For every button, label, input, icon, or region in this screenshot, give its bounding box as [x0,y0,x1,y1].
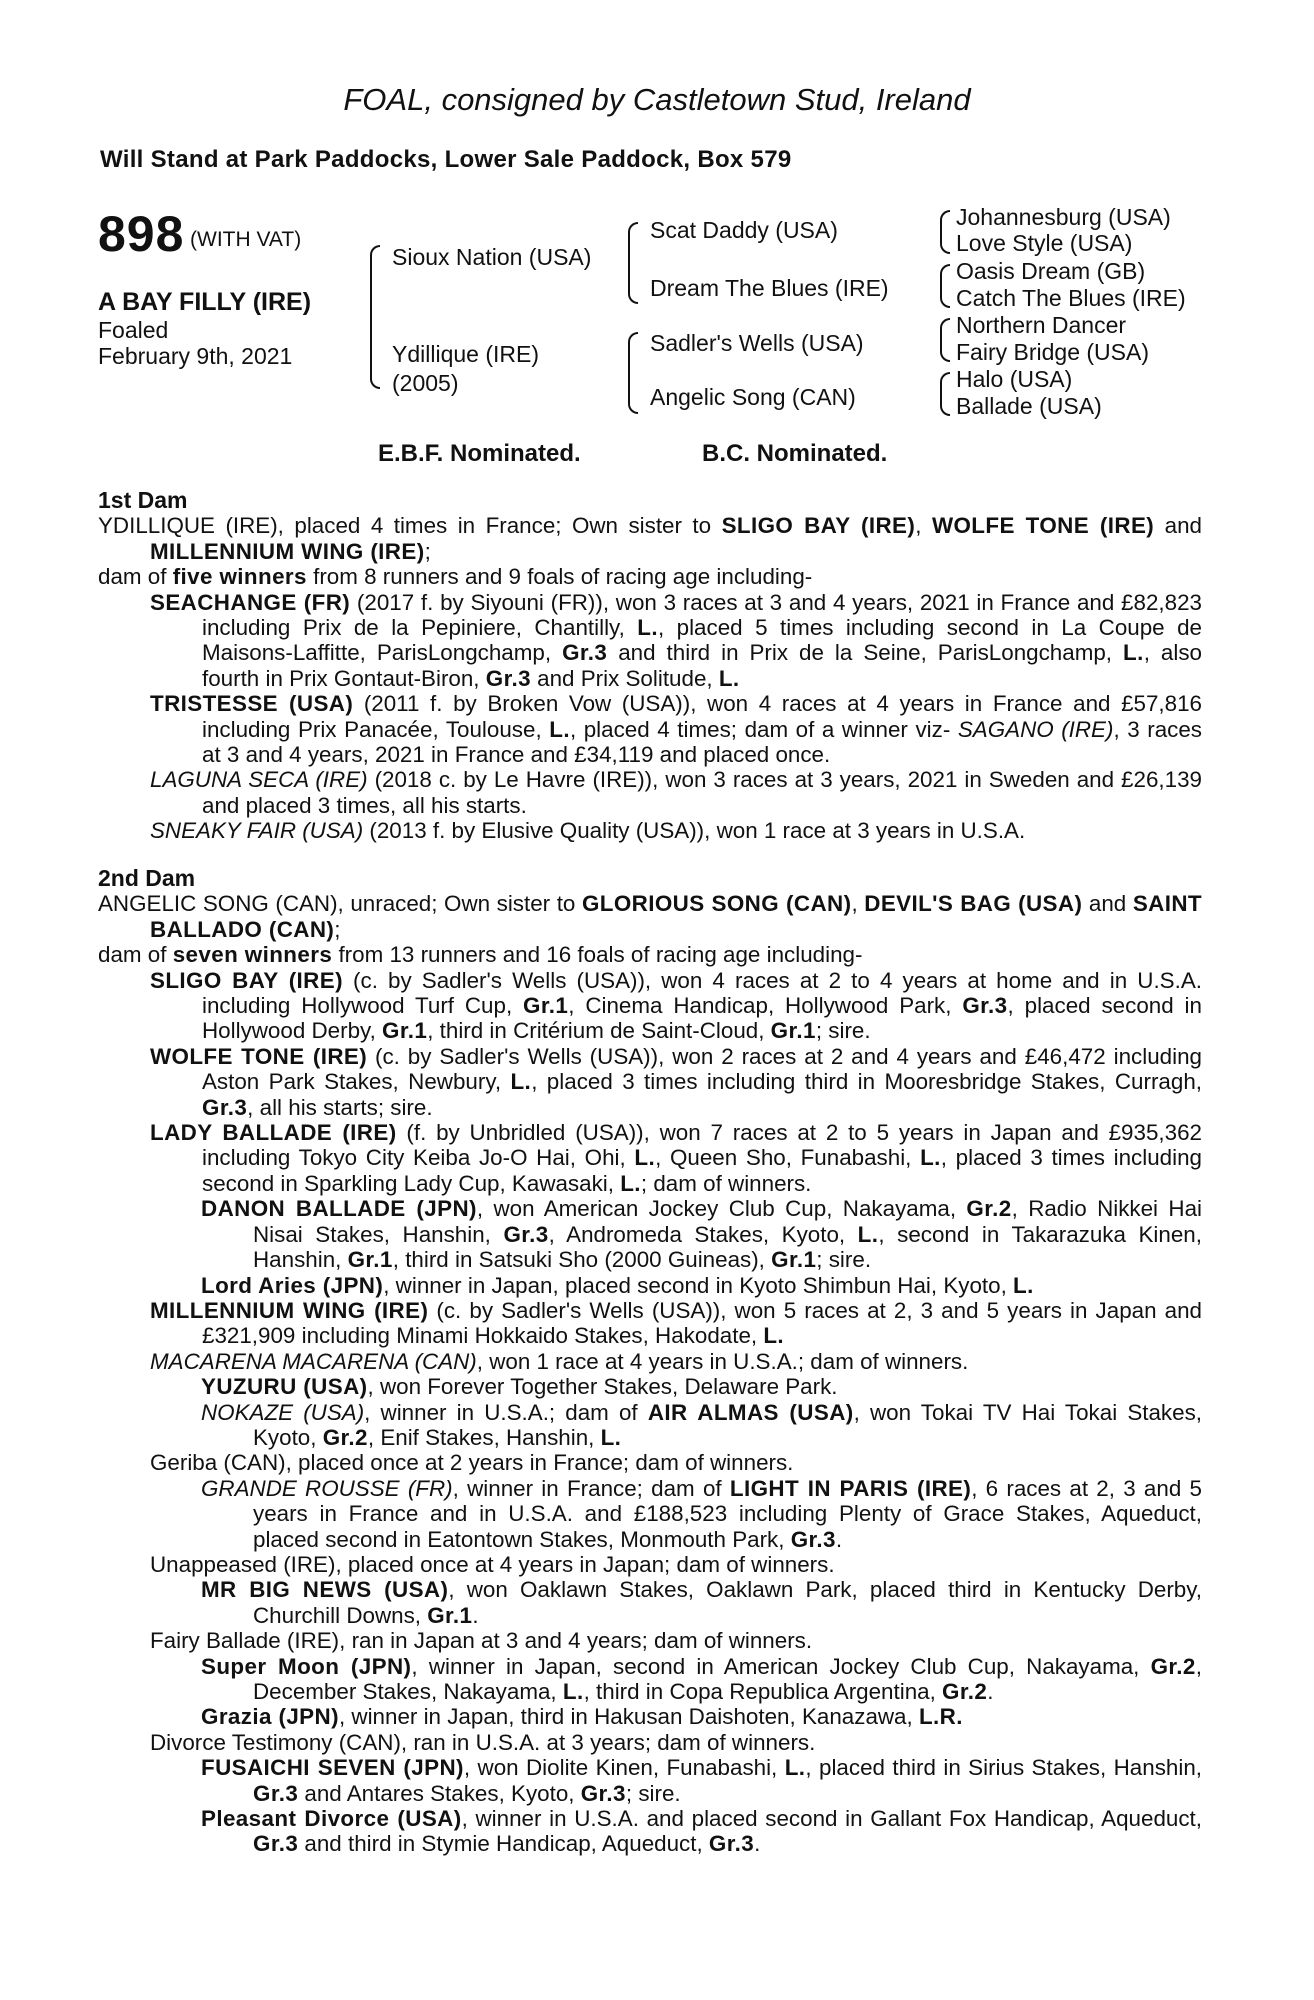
text-run: , winner in Japan, placed second in Kyoto Shimbun Hai, Kyoto, [383,1272,1014,1298]
italic-text: NOKAZE (USA) [201,1399,365,1425]
text-run: Fairy Ballade (IRE), ran in Japan at 3 and 4 years; dam of winners. [150,1628,813,1654]
grand-progeny-entry [98,1755,1202,1806]
text-run: (2013 f. by Elusive Quality (USA)), won 1 race at 3 years in U.S.A. [363,818,1026,844]
bold-text: DEVIL'S BAG (USA) [864,891,1083,917]
text-run: , all his starts; sire. [247,1094,433,1120]
text-run: (c. by Sadler's Wells (USA)), won 4 races at 2 to 4 years at home and in U.S.A. including Hollywood Turf Cup, [202,967,1202,1019]
grand-progeny-entry [98,1400,1202,1451]
grand-progeny-entry [98,1704,1202,1729]
text-run: and [1154,513,1202,539]
progeny-entry [98,1552,1202,1577]
text-run: , third in Copa Republica Argentina, [583,1679,943,1704]
text-run: , won Tokai TV Hai Tokai Stakes, Kyoto, [253,1399,1202,1450]
grand-progeny-entry [98,1806,1202,1857]
text-run: (2017 f. by Siyouni (FR)), won 3 races at 3 and 4 years, 2021 in France and £82,823 including Prix de la Pepiniere, Chantilly, [202,589,1202,641]
bold-text: FUSAICHI SEVEN (JPN) [201,1755,464,1781]
bold-text: Gr.1 [523,993,569,1019]
pedigree-gen3-2: Love Style (USA) [956,230,1133,256]
bold-text: Gr.3 [202,1094,248,1120]
grand-progeny-entry [98,1654,1202,1705]
pedigree-gen3-8: Ballade (USA) [956,393,1102,419]
grand-progeny-entry [98,1374,1202,1399]
text-run: YDILLIQUE (IRE), placed 4 times in France; Own sister to [98,513,722,539]
bold-text: GLORIOUS SONG (CAN) [581,891,852,917]
text-run: , won Diolite Kinen, Funabashi, [463,1755,785,1781]
first-dam-intro [98,513,1202,564]
pedigree-brace-2b [628,332,638,414]
first-dam-dam-of [98,564,1202,589]
text-run: , placed 5 times including second in La Coupe de Maisons-Laffitte, ParisLongchamp, [202,615,1202,666]
second-dam-dam-of [98,942,1202,967]
bold-text: L. [549,716,570,742]
vat-note: (WITH VAT) [190,228,302,251]
italic-text: LAGUNA SECA (IRE) [150,767,368,793]
progeny-entry [98,1298,1202,1349]
bold-text: L. [920,1145,941,1171]
text-run: . [987,1679,994,1704]
text-run: ; sire. [816,1247,872,1273]
first-dam-progeny-list [98,590,1202,844]
text-run: , second in Takarazuka Kinen, Hanshin, [253,1221,1202,1273]
progeny-entry [98,767,1202,818]
catalogue-title: FOAL, consigned by Castletown Stud, Ireland [343,82,971,117]
bold-text: DANON BALLADE (JPN) [201,1196,477,1222]
pedigree-sire-dam: Dream The Blues (IRE) [650,275,889,301]
progeny-entry [98,818,1202,843]
foaled-label: Foaled [98,317,169,343]
text-run: Unappeased (IRE), placed once at 4 years in Japan; dam of winners. [150,1551,835,1577]
pedigree-brace-3a [940,210,950,254]
text-run: , placed 3 times including third in Mooresbridge Stakes, Curragh, [531,1069,1202,1095]
bold-text: SEACHANGE (FR) [150,589,351,615]
text-run: , placed third in Sirius Stakes, Hanshin, [805,1755,1202,1781]
text-run: dam of [98,942,173,968]
bold-text: L. [763,1323,785,1349]
bold-text: Pleasant Divorce (USA) [201,1806,462,1832]
bold-text: TRISTESSE (USA) [150,691,354,717]
grand-progeny-entry [98,1273,1202,1298]
text-run: , winner in France; dam of [452,1475,730,1501]
text-run: , won Forever Together Stakes, Delaware Park. [367,1374,838,1400]
pedigree-gen3-6: Fairy Bridge (USA) [956,339,1149,365]
italic-text: SAGANO (IRE) [957,716,1114,742]
second-dam-section [98,866,1202,1857]
text-run: , winner in Japan, second in American Jockey Club Cup, Nakayama, [411,1653,1151,1679]
bold-text: L. [718,665,740,691]
text-run: and [1082,891,1133,917]
text-run: (c. by Sadler's Wells (USA)), won 5 races at 2, 3 and 5 years in Japan and £321,909 including Minami Hokkaido Stakes, Hakodate, [202,1297,1202,1349]
text-run: , won Oaklawn Stakes, Oaklawn Park, placed third in Kentucky Derby, Churchill Downs, [253,1577,1202,1628]
text-run: , also fourth in Prix Gontaut-Biron, [202,640,1202,691]
progeny-entry [98,1628,1202,1653]
second-dam-heading: 2nd Dam [98,865,196,891]
pedigree-dam-sire: Sadler's Wells (USA) [650,330,864,356]
bold-text: Gr.2 [942,1679,988,1704]
text-run: (f. by Unbridled (USA)), won 7 races at 2 to 5 years in Japan and £935,362 including Tokyo City Keiba Jo-O Hai, Ohi, [202,1120,1202,1171]
text-run: , third in Satsuki Sho (2000 Guineas), [392,1247,772,1273]
text-run: ; sire. [815,1018,871,1044]
text-run: ; dam of winners. [640,1170,812,1196]
text-run: , Radio Nikkei Hai Nisai Stakes, Hanshin, [253,1196,1202,1247]
text-run: and third in Prix de la Seine, ParisLongchamp, [607,640,1124,666]
bold-text: Gr.3 [580,1780,626,1806]
text-run: , [851,891,865,917]
second-dam-progeny-list [98,968,1202,1857]
bold-text: L. [1013,1272,1034,1298]
bold-text: Gr.3 [790,1526,836,1552]
bold-text: L.R. [918,1704,963,1730]
bold-text: Gr.3 [253,1780,299,1806]
horse-description: A BAY FILLY (IRE) [98,288,312,316]
bold-text: YUZURU (USA) [201,1374,368,1400]
progeny-entry [98,968,1202,1044]
bold-text: Gr.3 [708,1831,755,1857]
text-run: (2011 f. by Broken Vow (USA)), won 4 races at 4 years in France and £57,816 including Prix Panacée, Toulouse, [202,691,1203,742]
first-dam-section [98,488,1202,844]
pedigree-gen3-7: Halo (USA) [956,366,1073,392]
progeny-entry [98,1120,1202,1196]
pedigree-brace-2a [628,222,638,304]
text-run: , winner in U.S.A.; dam of [364,1399,648,1425]
text-run: , 3 races at 3 and 4 years, 2021 in France and £34,119 and placed once. [202,716,1203,768]
text-run: dam of [98,564,173,590]
pedigree-gen3-5: Northern Dancer [956,312,1127,338]
text-run: ; [424,538,431,564]
italic-text: MACARENA MACARENA (CAN) [150,1348,477,1374]
text-run: , Queen Sho, Funabashi, [655,1145,921,1171]
bold-text: Gr.3 [485,665,531,691]
text-run: , winner in U.S.A. and placed second in Gallant Fox Handicap, Aqueduct, [461,1806,1202,1832]
bold-text: SLIGO BAY (IRE) [721,513,916,539]
bold-text: Grazia (JPN) [201,1704,339,1730]
foaled-date: February 9th, 2021 [98,343,293,369]
bold-text: SAINT BALLADO (CAN) [150,891,1202,942]
pedigree-dam: Ydillique (IRE) [392,341,539,367]
bold-text: Super Moon (JPN) [201,1653,412,1679]
bold-text: Gr.1 [347,1247,393,1273]
text-run: ANGELIC SONG (CAN), unraced; Own sister to [98,891,582,917]
pedigree-gen3-1: Johannesburg (USA) [956,204,1171,230]
progeny-entry [98,1044,1202,1120]
bold-text: Gr.1 [427,1602,473,1628]
bold-text: seven winners [172,942,333,968]
bold-text: Gr.2 [322,1424,368,1450]
bold-text: Gr.2 [1150,1653,1196,1679]
grand-progeny-entry [98,1476,1202,1552]
bold-text: Gr.3 [253,1831,299,1857]
text-run: , third in Critérium de Saint-Cloud, [427,1018,771,1044]
text-run: , December Stakes, Nakayama, [253,1653,1203,1704]
text-run: ; sire. [625,1780,681,1806]
text-run: , 6 races at 2, 3 and 5 years in France and in U.S.A. and £188,523 including Plenty of Grace Stakes, Aqueduct, placed second in Eatontown Stakes, Monmouth Park, [253,1475,1202,1552]
bold-text: Gr.3 [562,640,608,666]
bold-text: L. [784,1755,806,1781]
bold-text: Gr.1 [382,1018,428,1044]
pedigree-gen3-3: Oasis Dream (GB) [956,258,1146,284]
bold-text: WOLFE TONE (IRE) [931,513,1155,539]
progeny-entry [98,1349,1202,1374]
bold-text: Lord Aries (JPN) [201,1272,384,1298]
bold-text: L. [600,1424,622,1450]
bold-text: MR BIG NEWS (USA) [201,1577,449,1603]
pedigree-sire: Sioux Nation (USA) [392,244,592,270]
bold-text: Gr.2 [966,1196,1012,1222]
text-run: , placed 3 times including second in Sparkling Lady Cup, Kawasaki, [202,1145,1202,1196]
text-run: , won American Jockey Club Cup, Nakayama, [476,1196,967,1222]
text-run: and third in Stymie Handicap, Aqueduct, [298,1831,709,1857]
pedigree-dam-dam: Angelic Song (CAN) [650,384,856,410]
text-run: (2018 c. by Le Havre (IRE)), won 3 races at 3 years, 2021 in Sweden and £26,139 and placed 3 times, all his starts. [202,767,1202,818]
lot-number: 898 [98,206,185,262]
text-run: , placed 4 times; dam of a winner viz- [569,716,958,742]
text-run: , [915,513,932,539]
text-run: , Cinema Handicap, Hollywood Park, [568,993,963,1019]
text-run: , placed second in Hollywood Derby, [202,993,1202,1044]
progeny-entry [98,691,1202,767]
text-run: from 13 runners and 16 foals of racing age including- [332,942,863,968]
first-dam-heading: 1st Dam [98,487,188,513]
bold-text: LIGHT IN PARIS (IRE) [729,1475,972,1501]
text-run: , Enif Stakes, Hanshin, [367,1424,601,1450]
bc-nomination: B.C. Nominated. [702,440,888,467]
pedigree-sire-sire: Scat Daddy (USA) [650,217,838,243]
bold-text: five winners [172,564,307,590]
ebf-nomination: E.B.F. Nominated. [378,440,581,467]
pedigree-brace-1 [370,245,380,389]
text-run: from 8 runners and 9 foals of racing age including- [306,564,813,590]
bold-text: Gr.3 [962,993,1008,1019]
text-run: , won 1 race at 4 years in U.S.A.; dam of winners. [476,1348,969,1374]
bold-text: L. [510,1069,532,1095]
bold-text: L. [857,1221,879,1247]
second-dam-intro [98,891,1202,942]
text-run: , winner in Japan, third in Hakusan Daishoten, Kanazawa, [338,1704,919,1730]
bold-text: L. [1123,640,1144,666]
bold-text: L. [634,1145,656,1171]
progeny-entry [98,1730,1202,1755]
text-run: , Andromeda Stakes, Kyoto, [548,1221,858,1247]
text-run: Geriba (CAN), placed once at 2 years in France; dam of winners. [150,1450,794,1476]
pedigree-gen3-4: Catch The Blues (IRE) [956,285,1186,311]
pedigree-brace-3d [940,372,950,416]
grand-progeny-entry [98,1577,1202,1628]
bold-text: Gr.1 [770,1018,816,1044]
bold-text: WOLFE TONE (IRE) [150,1043,368,1069]
bold-text: LADY BALLADE (IRE) [150,1120,397,1146]
bold-text: L. [637,615,658,641]
progeny-entry [98,590,1202,692]
text-run: Divorce Testimony (CAN), ran in U.S.A. at 3 years; dam of winners. [150,1729,816,1755]
italic-text: SNEAKY FAIR (USA) [150,818,364,844]
bold-text: Gr.3 [503,1221,549,1247]
bold-text: L. [620,1170,641,1196]
grand-progeny-entry [98,1196,1202,1272]
text-run: and Antares Stakes, Kyoto, [298,1780,581,1806]
text-run: . [754,1831,761,1857]
bold-text: SLIGO BAY (IRE) [150,967,343,993]
pedigree-brace-3c [940,318,950,362]
progeny-entry [98,1450,1202,1475]
bold-text: MILLENNIUM WING (IRE) [150,538,425,564]
italic-text: GRANDE ROUSSE (FR) [201,1475,453,1501]
stand-location: Will Stand at Park Paddocks, Lower Sale Paddock, Box 579 [100,146,792,173]
bold-text: MILLENNIUM WING (IRE) [150,1297,429,1323]
pedigree-brace-3b [940,264,950,308]
text-run: and Prix Solitude, [530,665,719,691]
text-run: . [472,1602,479,1628]
bold-text: AIR ALMAS (USA) [647,1399,854,1425]
text-run: (c. by Sadler's Wells (USA)), won 2 races at 2 and 4 years and £46,472 including Aston Park Stakes, Newbury, [202,1043,1202,1095]
bold-text: L. [562,1679,584,1704]
text-run: ; [334,916,341,942]
text-run: . [835,1526,843,1552]
bold-text: Gr.1 [771,1247,817,1273]
pedigree-dam-year: (2005) [392,370,459,396]
